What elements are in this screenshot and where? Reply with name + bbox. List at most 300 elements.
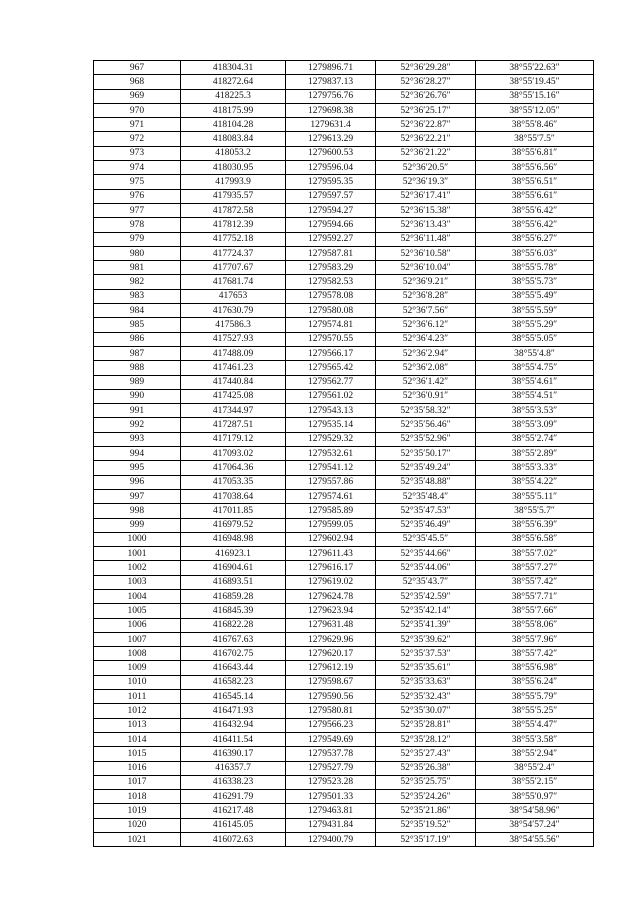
y-coordinate-cell: 1279596.04	[286, 161, 376, 175]
latitude-cell: 52°35′17.19″	[376, 833, 476, 847]
point-number-cell: 991	[94, 404, 181, 418]
longitude-cell: 38°55′8.46″	[476, 118, 594, 132]
y-coordinate-cell: 1279532.61	[286, 447, 376, 461]
point-number-cell: 983	[94, 289, 181, 303]
table-row	[94, 61, 594, 75]
latitude-cell: 52°36′22.21″	[376, 132, 476, 146]
latitude-cell: 52°35′56.46″	[376, 418, 476, 432]
longitude-cell: 38°55′7.66″	[476, 604, 594, 618]
x-coordinate-cell: 416643.44	[181, 661, 286, 675]
table-row	[94, 675, 594, 689]
latitude-cell: 52°35′50.17″	[376, 447, 476, 461]
longitude-cell: 38°55′5.7″	[476, 504, 594, 518]
table-row	[94, 89, 594, 103]
x-coordinate-cell: 417488.09	[181, 346, 286, 360]
longitude-cell: 38°55′19.45″	[476, 75, 594, 89]
x-coordinate-cell: 418104.28	[181, 118, 286, 132]
y-coordinate-cell: 1279756.76	[286, 89, 376, 103]
latitude-cell: 52°35′32.43″	[376, 690, 476, 704]
latitude-cell: 52°35′42.14″	[376, 604, 476, 618]
latitude-cell: 52°35′41.39″	[376, 618, 476, 632]
y-coordinate-cell: 1279578.08	[286, 289, 376, 303]
table-row	[94, 289, 594, 303]
y-coordinate-cell: 1279527.79	[286, 761, 376, 775]
point-number-cell: 1015	[94, 747, 181, 761]
longitude-cell: 38°55′5.25″	[476, 704, 594, 718]
y-coordinate-cell: 1279631.48	[286, 618, 376, 632]
y-coordinate-cell: 1279529.32	[286, 432, 376, 446]
longitude-cell: 38°55′5.79″	[476, 690, 594, 704]
point-number-cell: 975	[94, 175, 181, 189]
y-coordinate-cell: 1279566.17	[286, 346, 376, 360]
longitude-cell: 38°55′2.94″	[476, 747, 594, 761]
x-coordinate-cell: 416471.93	[181, 704, 286, 718]
point-number-cell: 1011	[94, 690, 181, 704]
longitude-cell: 38°55′6.81″	[476, 146, 594, 160]
longitude-cell: 38°55′4.8″	[476, 346, 594, 360]
x-coordinate-cell: 417053.35	[181, 475, 286, 489]
x-coordinate-cell: 417707.67	[181, 261, 286, 275]
longitude-cell: 38°55′6.42″	[476, 203, 594, 217]
latitude-cell: 52°35′45.5″	[376, 532, 476, 546]
table-row	[94, 775, 594, 789]
point-number-cell: 989	[94, 375, 181, 389]
y-coordinate-cell: 1279613.29	[286, 132, 376, 146]
x-coordinate-cell: 416893.51	[181, 575, 286, 589]
latitude-cell: 52°35′44.66″	[376, 547, 476, 561]
point-number-cell: 1018	[94, 790, 181, 804]
longitude-cell: 38°55′5.05″	[476, 332, 594, 346]
table-row	[94, 647, 594, 661]
latitude-cell: 52°35′39.62″	[376, 632, 476, 646]
point-number-cell: 1000	[94, 532, 181, 546]
latitude-cell: 52°36′6.12″	[376, 318, 476, 332]
y-coordinate-cell: 1279501.33	[286, 790, 376, 804]
longitude-cell: 38°55′15.16″	[476, 89, 594, 103]
table-row	[94, 118, 594, 132]
y-coordinate-cell: 1279837.13	[286, 75, 376, 89]
longitude-cell: 38°55′7.27″	[476, 561, 594, 575]
y-coordinate-cell: 1279629.96	[286, 632, 376, 646]
y-coordinate-cell: 1279624.78	[286, 589, 376, 603]
longitude-cell: 38°55′7.96″	[476, 632, 594, 646]
point-number-cell: 1001	[94, 547, 181, 561]
x-coordinate-cell: 416291.79	[181, 790, 286, 804]
point-number-cell: 969	[94, 89, 181, 103]
x-coordinate-cell: 417440.84	[181, 375, 286, 389]
longitude-cell: 38°55′6.56″	[476, 161, 594, 175]
point-number-cell: 1007	[94, 632, 181, 646]
latitude-cell: 52°35′48.88″	[376, 475, 476, 489]
longitude-cell: 38°55′6.58″	[476, 532, 594, 546]
x-coordinate-cell: 417993.9	[181, 175, 286, 189]
longitude-cell: 38°55′7.5″	[476, 132, 594, 146]
point-number-cell: 977	[94, 203, 181, 217]
latitude-cell: 52°35′30.07″	[376, 704, 476, 718]
latitude-cell: 52°35′19.52″	[376, 818, 476, 832]
table-row	[94, 704, 594, 718]
longitude-cell: 38°55′8.06″	[476, 618, 594, 632]
point-number-cell: 976	[94, 189, 181, 203]
point-number-cell: 973	[94, 146, 181, 160]
y-coordinate-cell: 1279523.28	[286, 775, 376, 789]
point-number-cell: 1009	[94, 661, 181, 675]
latitude-cell: 52°36′25.17″	[376, 103, 476, 117]
point-number-cell: 986	[94, 332, 181, 346]
latitude-cell: 52°36′26.76″	[376, 89, 476, 103]
point-number-cell: 992	[94, 418, 181, 432]
point-number-cell: 978	[94, 218, 181, 232]
longitude-cell: 38°55′0.97″	[476, 790, 594, 804]
y-coordinate-cell: 1279594.66	[286, 218, 376, 232]
longitude-cell: 38°55′4.75″	[476, 361, 594, 375]
latitude-cell: 52°36′28.27″	[376, 75, 476, 89]
latitude-cell: 52°36′0.91″	[376, 389, 476, 403]
point-number-cell: 967	[94, 61, 181, 75]
point-number-cell: 1019	[94, 804, 181, 818]
longitude-cell: 38°55′6.51″	[476, 175, 594, 189]
y-coordinate-cell: 1279594.27	[286, 203, 376, 217]
table-row	[94, 833, 594, 847]
point-number-cell: 988	[94, 361, 181, 375]
table-row	[94, 261, 594, 275]
x-coordinate-cell: 418053.2	[181, 146, 286, 160]
point-number-cell: 1017	[94, 775, 181, 789]
y-coordinate-cell: 1279582.53	[286, 275, 376, 289]
y-coordinate-cell: 1279592.27	[286, 232, 376, 246]
longitude-cell: 38°55′7.42″	[476, 575, 594, 589]
longitude-cell: 38°55′2.74″	[476, 432, 594, 446]
y-coordinate-cell: 1279557.86	[286, 475, 376, 489]
point-number-cell: 1021	[94, 833, 181, 847]
point-number-cell: 987	[94, 346, 181, 360]
table-row	[94, 346, 594, 360]
longitude-cell: 38°55′3.58″	[476, 732, 594, 746]
x-coordinate-cell: 416845.39	[181, 604, 286, 618]
point-number-cell: 970	[94, 103, 181, 117]
table-row	[94, 718, 594, 732]
table-row	[94, 375, 594, 389]
longitude-cell: 38°55′3.33″	[476, 461, 594, 475]
latitude-cell: 52°36′10.58″	[376, 246, 476, 260]
point-number-cell: 1005	[94, 604, 181, 618]
y-coordinate-cell: 1279587.81	[286, 246, 376, 260]
y-coordinate-cell: 1279541.12	[286, 461, 376, 475]
y-coordinate-cell: 1279600.53	[286, 146, 376, 160]
y-coordinate-cell: 1279574.81	[286, 318, 376, 332]
table-row	[94, 218, 594, 232]
latitude-cell: 52°36′13.43″	[376, 218, 476, 232]
x-coordinate-cell: 418272.64	[181, 75, 286, 89]
y-coordinate-cell: 1279580.81	[286, 704, 376, 718]
y-coordinate-cell: 1279431.84	[286, 818, 376, 832]
latitude-cell: 52°36′10.04″	[376, 261, 476, 275]
latitude-cell: 52°35′37.53″	[376, 647, 476, 661]
longitude-cell: 38°55′6.03″	[476, 246, 594, 260]
latitude-cell: 52°35′27.43″	[376, 747, 476, 761]
x-coordinate-cell: 416432.94	[181, 718, 286, 732]
x-coordinate-cell: 417527.93	[181, 332, 286, 346]
y-coordinate-cell: 1279619.02	[286, 575, 376, 589]
table-row	[94, 489, 594, 503]
latitude-cell: 52°35′25.75″	[376, 775, 476, 789]
y-coordinate-cell: 1279583.29	[286, 261, 376, 275]
latitude-cell: 52°35′21.86″	[376, 804, 476, 818]
longitude-cell: 38°55′7.02″	[476, 547, 594, 561]
table-row	[94, 246, 594, 260]
y-coordinate-cell: 1279616.17	[286, 561, 376, 575]
x-coordinate-cell: 416217.48	[181, 804, 286, 818]
table-row	[94, 189, 594, 203]
latitude-cell: 52°35′44.06″	[376, 561, 476, 575]
longitude-cell: 38°55′4.47″	[476, 718, 594, 732]
point-number-cell: 980	[94, 246, 181, 260]
table-row	[94, 475, 594, 489]
table-row	[94, 547, 594, 561]
table-row	[94, 404, 594, 418]
x-coordinate-cell: 416145.05	[181, 818, 286, 832]
x-coordinate-cell: 417653	[181, 289, 286, 303]
latitude-cell: 52°36′8.28″	[376, 289, 476, 303]
longitude-cell: 38°55′4.61″	[476, 375, 594, 389]
point-number-cell: 982	[94, 275, 181, 289]
longitude-cell: 38°55′3.09″	[476, 418, 594, 432]
coordinates-table	[93, 60, 594, 847]
longitude-cell: 38°55′7.42″	[476, 647, 594, 661]
longitude-cell: 38°54′57.24″	[476, 818, 594, 832]
table-row	[94, 447, 594, 461]
y-coordinate-cell: 1279698.38	[286, 103, 376, 117]
x-coordinate-cell: 417752.18	[181, 232, 286, 246]
x-coordinate-cell: 417681.74	[181, 275, 286, 289]
table-row	[94, 75, 594, 89]
point-number-cell: 1020	[94, 818, 181, 832]
longitude-cell: 38°54′58.96″	[476, 804, 594, 818]
table-row	[94, 632, 594, 646]
longitude-cell: 38°55′5.78″	[476, 261, 594, 275]
y-coordinate-cell: 1279562.77	[286, 375, 376, 389]
table-row	[94, 575, 594, 589]
y-coordinate-cell: 1279599.05	[286, 518, 376, 532]
longitude-cell: 38°55′4.51″	[476, 389, 594, 403]
longitude-cell: 38°55′6.61″	[476, 189, 594, 203]
y-coordinate-cell: 1279631.4	[286, 118, 376, 132]
latitude-cell: 52°36′22.87″	[376, 118, 476, 132]
longitude-cell: 38°55′5.11″	[476, 489, 594, 503]
table-row	[94, 418, 594, 432]
x-coordinate-cell: 417038.64	[181, 489, 286, 503]
latitude-cell: 52°36′17.41″	[376, 189, 476, 203]
y-coordinate-cell: 1279570.55	[286, 332, 376, 346]
longitude-cell: 38°55′6.42″	[476, 218, 594, 232]
longitude-cell: 38°55′6.39″	[476, 518, 594, 532]
latitude-cell: 52°36′29.28″	[376, 61, 476, 75]
table-row	[94, 432, 594, 446]
y-coordinate-cell: 1279623.94	[286, 604, 376, 618]
latitude-cell: 52°35′46.49″	[376, 518, 476, 532]
x-coordinate-cell: 416904.61	[181, 561, 286, 575]
latitude-cell: 52°36′20.5″	[376, 161, 476, 175]
point-number-cell: 1010	[94, 675, 181, 689]
table-row	[94, 518, 594, 532]
x-coordinate-cell: 416923.1	[181, 547, 286, 561]
table-row	[94, 604, 594, 618]
latitude-cell: 52°36′19.3″	[376, 175, 476, 189]
point-number-cell: 1013	[94, 718, 181, 732]
longitude-cell: 38°55′4.22″	[476, 475, 594, 489]
longitude-cell: 38°55′2.89″	[476, 447, 594, 461]
latitude-cell: 52°36′21.22″	[376, 146, 476, 160]
point-number-cell: 993	[94, 432, 181, 446]
table-row	[94, 504, 594, 518]
table-row	[94, 589, 594, 603]
longitude-cell: 38°55′6.98″	[476, 661, 594, 675]
x-coordinate-cell: 417872.58	[181, 203, 286, 217]
latitude-cell: 52°35′58.32″	[376, 404, 476, 418]
x-coordinate-cell: 417179.12	[181, 432, 286, 446]
latitude-cell: 52°35′47.53″	[376, 504, 476, 518]
latitude-cell: 52°35′24.26″	[376, 790, 476, 804]
longitude-cell: 38°55′12.05″	[476, 103, 594, 117]
x-coordinate-cell: 416582.23	[181, 675, 286, 689]
table-row	[94, 804, 594, 818]
y-coordinate-cell: 1279598.67	[286, 675, 376, 689]
x-coordinate-cell: 416948.98	[181, 532, 286, 546]
x-coordinate-cell: 416822.28	[181, 618, 286, 632]
point-number-cell: 972	[94, 132, 181, 146]
longitude-cell: 38°55′6.27″	[476, 232, 594, 246]
x-coordinate-cell: 418225.3	[181, 89, 286, 103]
table-row	[94, 661, 594, 675]
latitude-cell: 52°36′2.08″	[376, 361, 476, 375]
y-coordinate-cell: 1279896.71	[286, 61, 376, 75]
x-coordinate-cell: 417586.3	[181, 318, 286, 332]
point-number-cell: 1003	[94, 575, 181, 589]
latitude-cell: 52°35′52.96″	[376, 432, 476, 446]
y-coordinate-cell: 1279535.14	[286, 418, 376, 432]
table-row	[94, 332, 594, 346]
coordinates-table-body	[94, 61, 594, 847]
y-coordinate-cell: 1279580.08	[286, 304, 376, 318]
longitude-cell: 38°55′6.24″	[476, 675, 594, 689]
x-coordinate-cell: 417630.79	[181, 304, 286, 318]
x-coordinate-cell: 416390.17	[181, 747, 286, 761]
x-coordinate-cell: 417461.23	[181, 361, 286, 375]
point-number-cell: 990	[94, 389, 181, 403]
x-coordinate-cell: 417425.08	[181, 389, 286, 403]
point-number-cell: 1004	[94, 589, 181, 603]
table-row	[94, 818, 594, 832]
x-coordinate-cell: 417344.97	[181, 404, 286, 418]
latitude-cell: 52°35′35.61″	[376, 661, 476, 675]
point-number-cell: 996	[94, 475, 181, 489]
table-row	[94, 146, 594, 160]
y-coordinate-cell: 1279565.42	[286, 361, 376, 375]
latitude-cell: 52°35′42.59″	[376, 589, 476, 603]
y-coordinate-cell: 1279574.61	[286, 489, 376, 503]
longitude-cell: 38°54′55.56″	[476, 833, 594, 847]
table-row	[94, 161, 594, 175]
x-coordinate-cell: 416859.28	[181, 589, 286, 603]
y-coordinate-cell: 1279566.23	[286, 718, 376, 732]
latitude-cell: 52°36′11.48″	[376, 232, 476, 246]
longitude-cell: 38°55′5.29″	[476, 318, 594, 332]
point-number-cell: 984	[94, 304, 181, 318]
point-number-cell: 999	[94, 518, 181, 532]
table-row	[94, 361, 594, 375]
point-number-cell: 971	[94, 118, 181, 132]
y-coordinate-cell: 1279400.79	[286, 833, 376, 847]
table-row	[94, 175, 594, 189]
table-row	[94, 561, 594, 575]
y-coordinate-cell: 1279561.02	[286, 389, 376, 403]
table-row	[94, 232, 594, 246]
x-coordinate-cell: 416979.52	[181, 518, 286, 532]
table-row	[94, 304, 594, 318]
latitude-cell: 52°35′49.24″	[376, 461, 476, 475]
latitude-cell: 52°36′1.42″	[376, 375, 476, 389]
y-coordinate-cell: 1279611.43	[286, 547, 376, 561]
table-row	[94, 747, 594, 761]
longitude-cell: 38°55′3.53″	[476, 404, 594, 418]
latitude-cell: 52°36′7.56″	[376, 304, 476, 318]
point-number-cell: 1002	[94, 561, 181, 575]
table-row	[94, 732, 594, 746]
x-coordinate-cell: 416338.23	[181, 775, 286, 789]
x-coordinate-cell: 416411.54	[181, 732, 286, 746]
point-number-cell: 997	[94, 489, 181, 503]
x-coordinate-cell: 416357.7	[181, 761, 286, 775]
y-coordinate-cell: 1279590.56	[286, 690, 376, 704]
x-coordinate-cell: 418175.99	[181, 103, 286, 117]
point-number-cell: 998	[94, 504, 181, 518]
table-row	[94, 132, 594, 146]
x-coordinate-cell: 418083.84	[181, 132, 286, 146]
point-number-cell: 974	[94, 161, 181, 175]
y-coordinate-cell: 1279537.78	[286, 747, 376, 761]
longitude-cell: 38°55′7.71″	[476, 589, 594, 603]
point-number-cell: 1016	[94, 761, 181, 775]
longitude-cell: 38°55′5.59″	[476, 304, 594, 318]
x-coordinate-cell: 417287.51	[181, 418, 286, 432]
x-coordinate-cell: 416545.14	[181, 690, 286, 704]
x-coordinate-cell: 417935.57	[181, 189, 286, 203]
table-row	[94, 761, 594, 775]
point-number-cell: 979	[94, 232, 181, 246]
x-coordinate-cell: 417064.36	[181, 461, 286, 475]
table-row	[94, 275, 594, 289]
latitude-cell: 52°35′33.63″	[376, 675, 476, 689]
x-coordinate-cell: 418030.95	[181, 161, 286, 175]
table-row	[94, 618, 594, 632]
latitude-cell: 52°35′28.12″	[376, 732, 476, 746]
longitude-cell: 38°55′22.63″	[476, 61, 594, 75]
latitude-cell: 52°36′15.38″	[376, 203, 476, 217]
x-coordinate-cell: 416767.63	[181, 632, 286, 646]
table-row	[94, 532, 594, 546]
point-number-cell: 1006	[94, 618, 181, 632]
point-number-cell: 1008	[94, 647, 181, 661]
table-row	[94, 461, 594, 475]
latitude-cell: 52°35′28.81″	[376, 718, 476, 732]
y-coordinate-cell: 1279595.35	[286, 175, 376, 189]
longitude-cell: 38°55′5.73″	[476, 275, 594, 289]
y-coordinate-cell: 1279612.19	[286, 661, 376, 675]
x-coordinate-cell: 417812.39	[181, 218, 286, 232]
point-number-cell: 985	[94, 318, 181, 332]
longitude-cell: 38°55′5.49″	[476, 289, 594, 303]
table-row	[94, 318, 594, 332]
